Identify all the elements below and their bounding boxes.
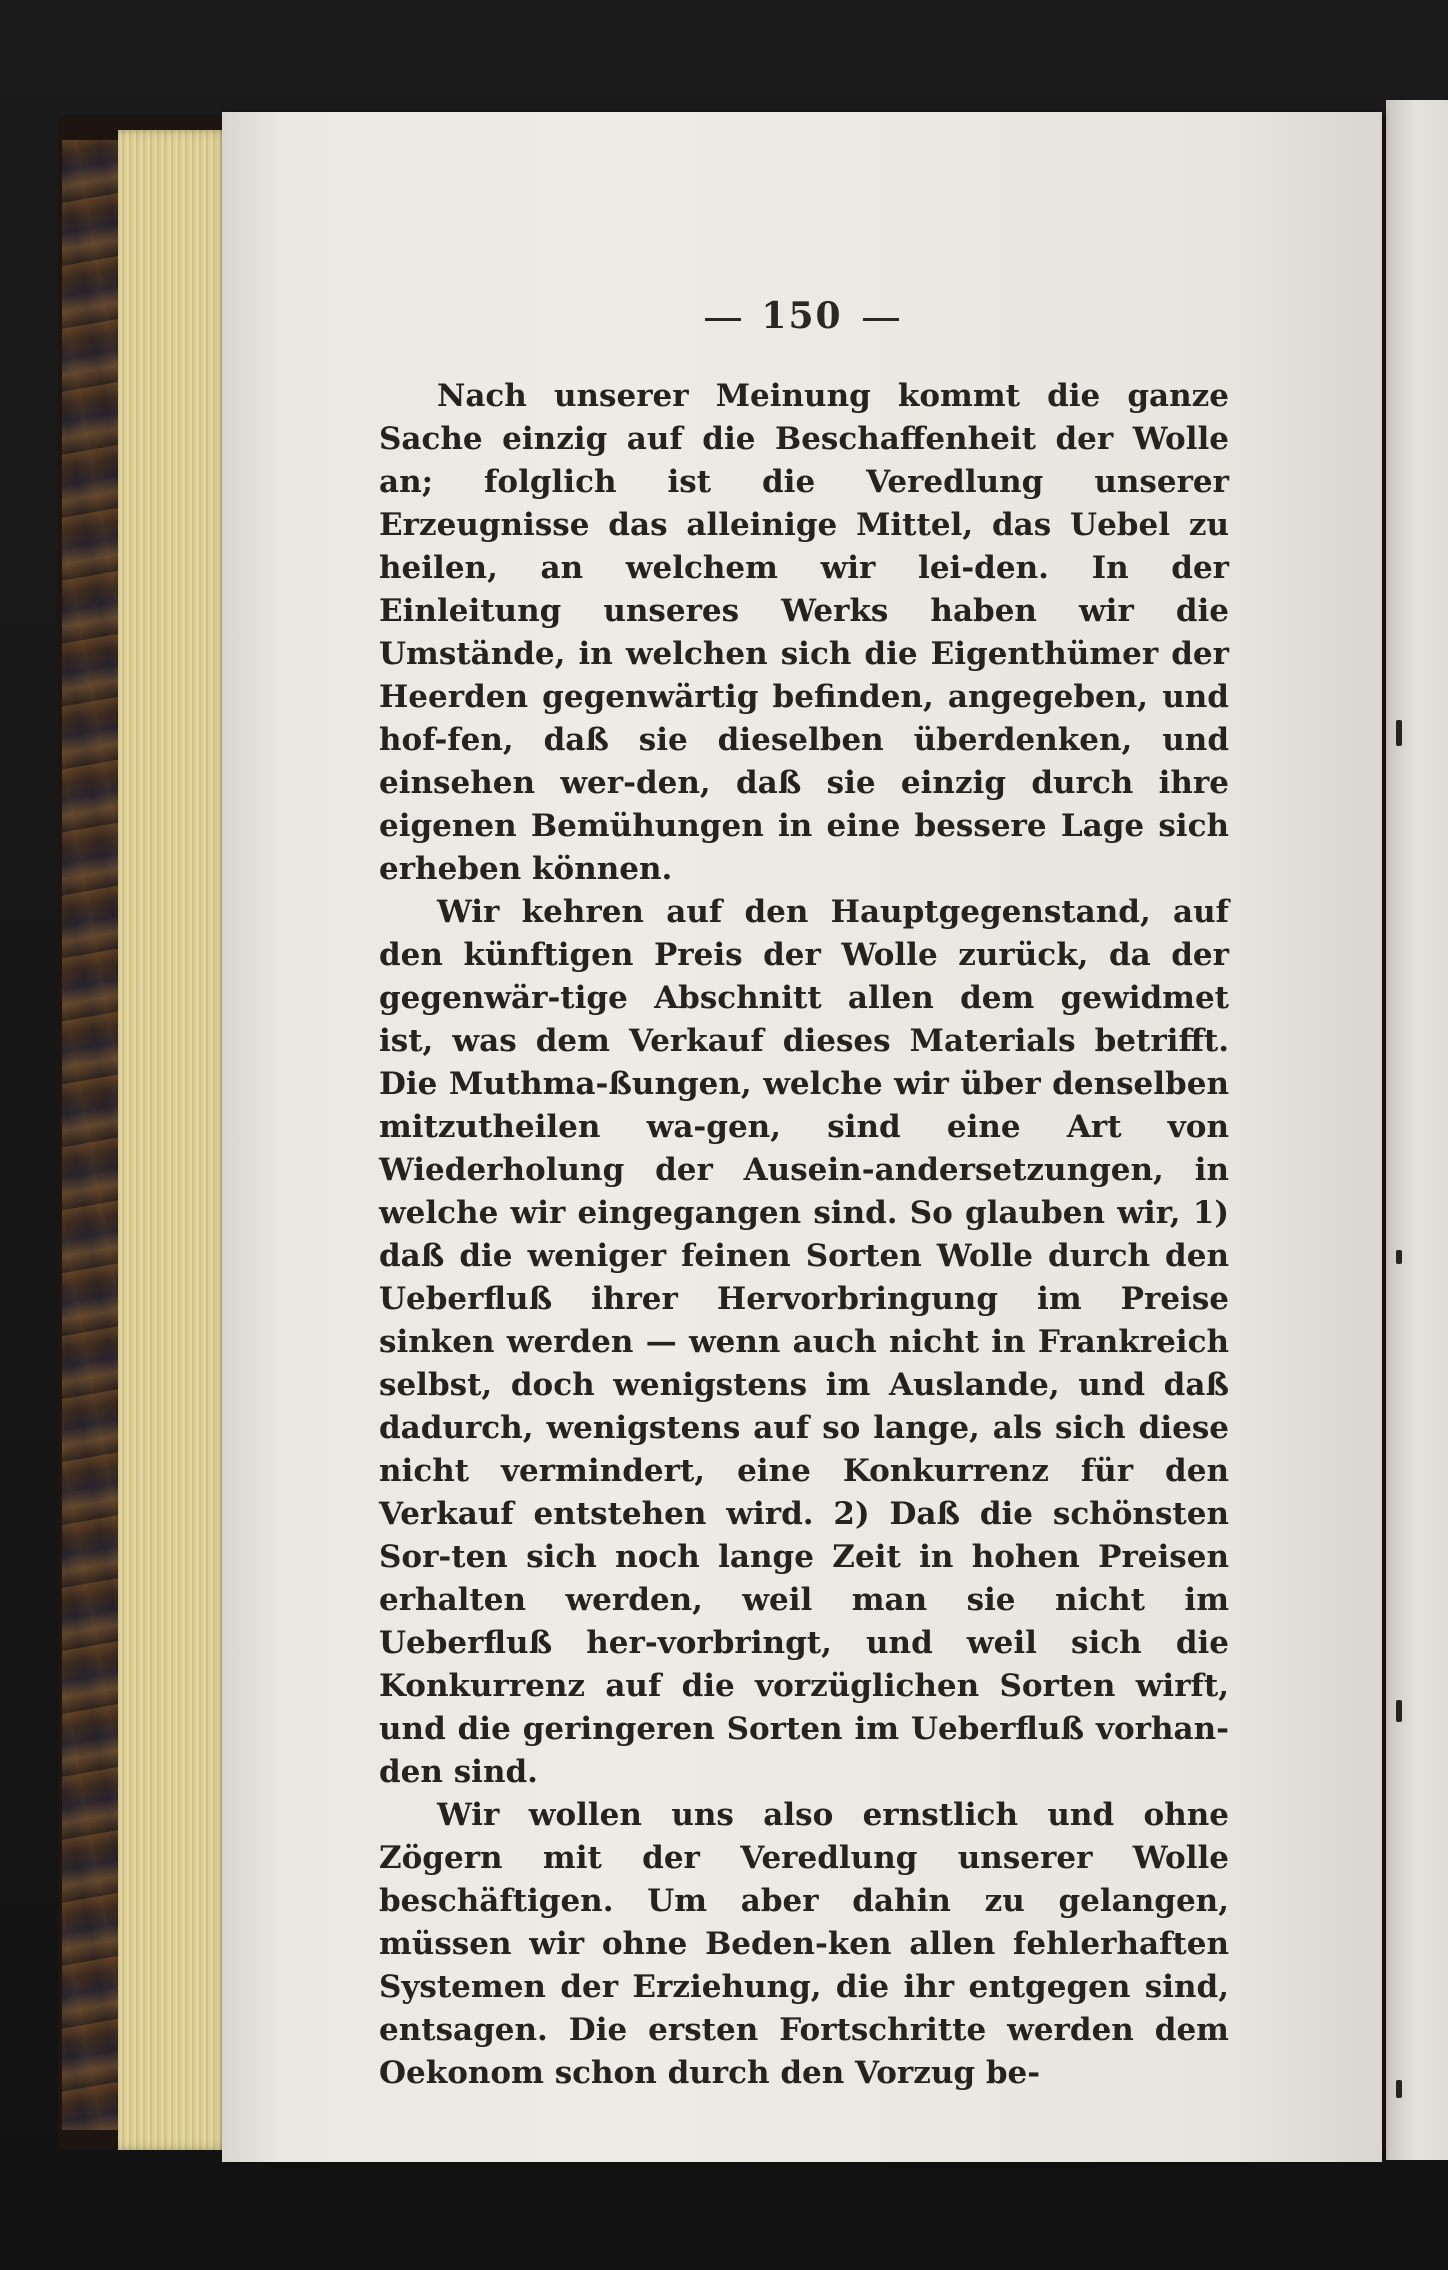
ink-mark — [1396, 2080, 1402, 2098]
page-number: 150 — [761, 295, 843, 337]
ink-mark — [1396, 1700, 1402, 1722]
header-dash-left — [705, 318, 741, 321]
facing-page-edge — [1386, 100, 1448, 2160]
marbled-cover-edge — [62, 140, 124, 2130]
paragraph: Wir kehren auf den Hauptgegenstand, auf den künftigen Preis der Wolle zurück, da der gegenwär-tige Abschnitt allen dem gewidmet ist, was dem Verkauf dieses Materials betrifft. Die Muthma-ßungen, welche wir über denselben mitzutheilen wa-gen, sind eine Art von Wiederholung der Ausein-andersetzungen, in welche wir eingegangen sind. So glauben wir, 1) daß die weniger feinen Sorten Wolle durch den Ueberfluß ihrer Hervorbringung im Preise sinken werden — wenn auch nicht in Frankreich selbst, doch wenigstens im Auslande, und daß dadurch, wenigstens auf so lange, als sich diese nicht vermindert, eine Konkurrenz für den Verkauf entstehen wird. 2) Daß die schönsten Sor-ten sich noch lange Zeit in hohen Preisen erhalten werden, weil man sie nicht im Ueberfluß her-vorbringt, und weil sich die Konkurrenz auf die vorzüglichen Sorten wirft, und die geringeren Sorten im Ueberfluß vorhan-den sind. — [379, 894, 1229, 1790]
book-page — [222, 112, 1382, 2162]
header-dash-right — [863, 318, 899, 321]
page-header — [222, 295, 1382, 337]
ink-mark — [1396, 720, 1402, 746]
page-edges-stack — [118, 130, 230, 2150]
paragraph: Nach unserer Meinung kommt die ganze Sache einzig auf die Beschaffenheit der Wolle an; folglich ist die Veredlung unserer Erzeugnisse das alleinige Mittel, das Uebel zu heilen, an welchem wir lei-den. In der Einleitung unseres Werks haben wir die Umstände, in welchen sich die Eigenthümer der Heerden gegenwärtig befinden, angegeben, und hof-fen, daß sie dieselben überdenken, und einsehen wer-den, daß sie einzig durch ihre eigenen Bemühungen in eine bessere Lage sich erheben können. — [379, 378, 1229, 887]
body-text — [379, 375, 1229, 2095]
paragraph: Wir wollen uns also ernstlich und ohne Zögern mit der Veredlung unserer Wolle beschäftigen. Um aber dahin zu gelangen, müssen wir ohne Beden-ken allen fehlerhaften Systemen der Erziehung, die ihr entgegen sind, entsagen. Die ersten Fortschritte werden dem Oekonom schon durch den Vorzug be- — [379, 1797, 1229, 2091]
ink-mark — [1396, 1250, 1402, 1264]
